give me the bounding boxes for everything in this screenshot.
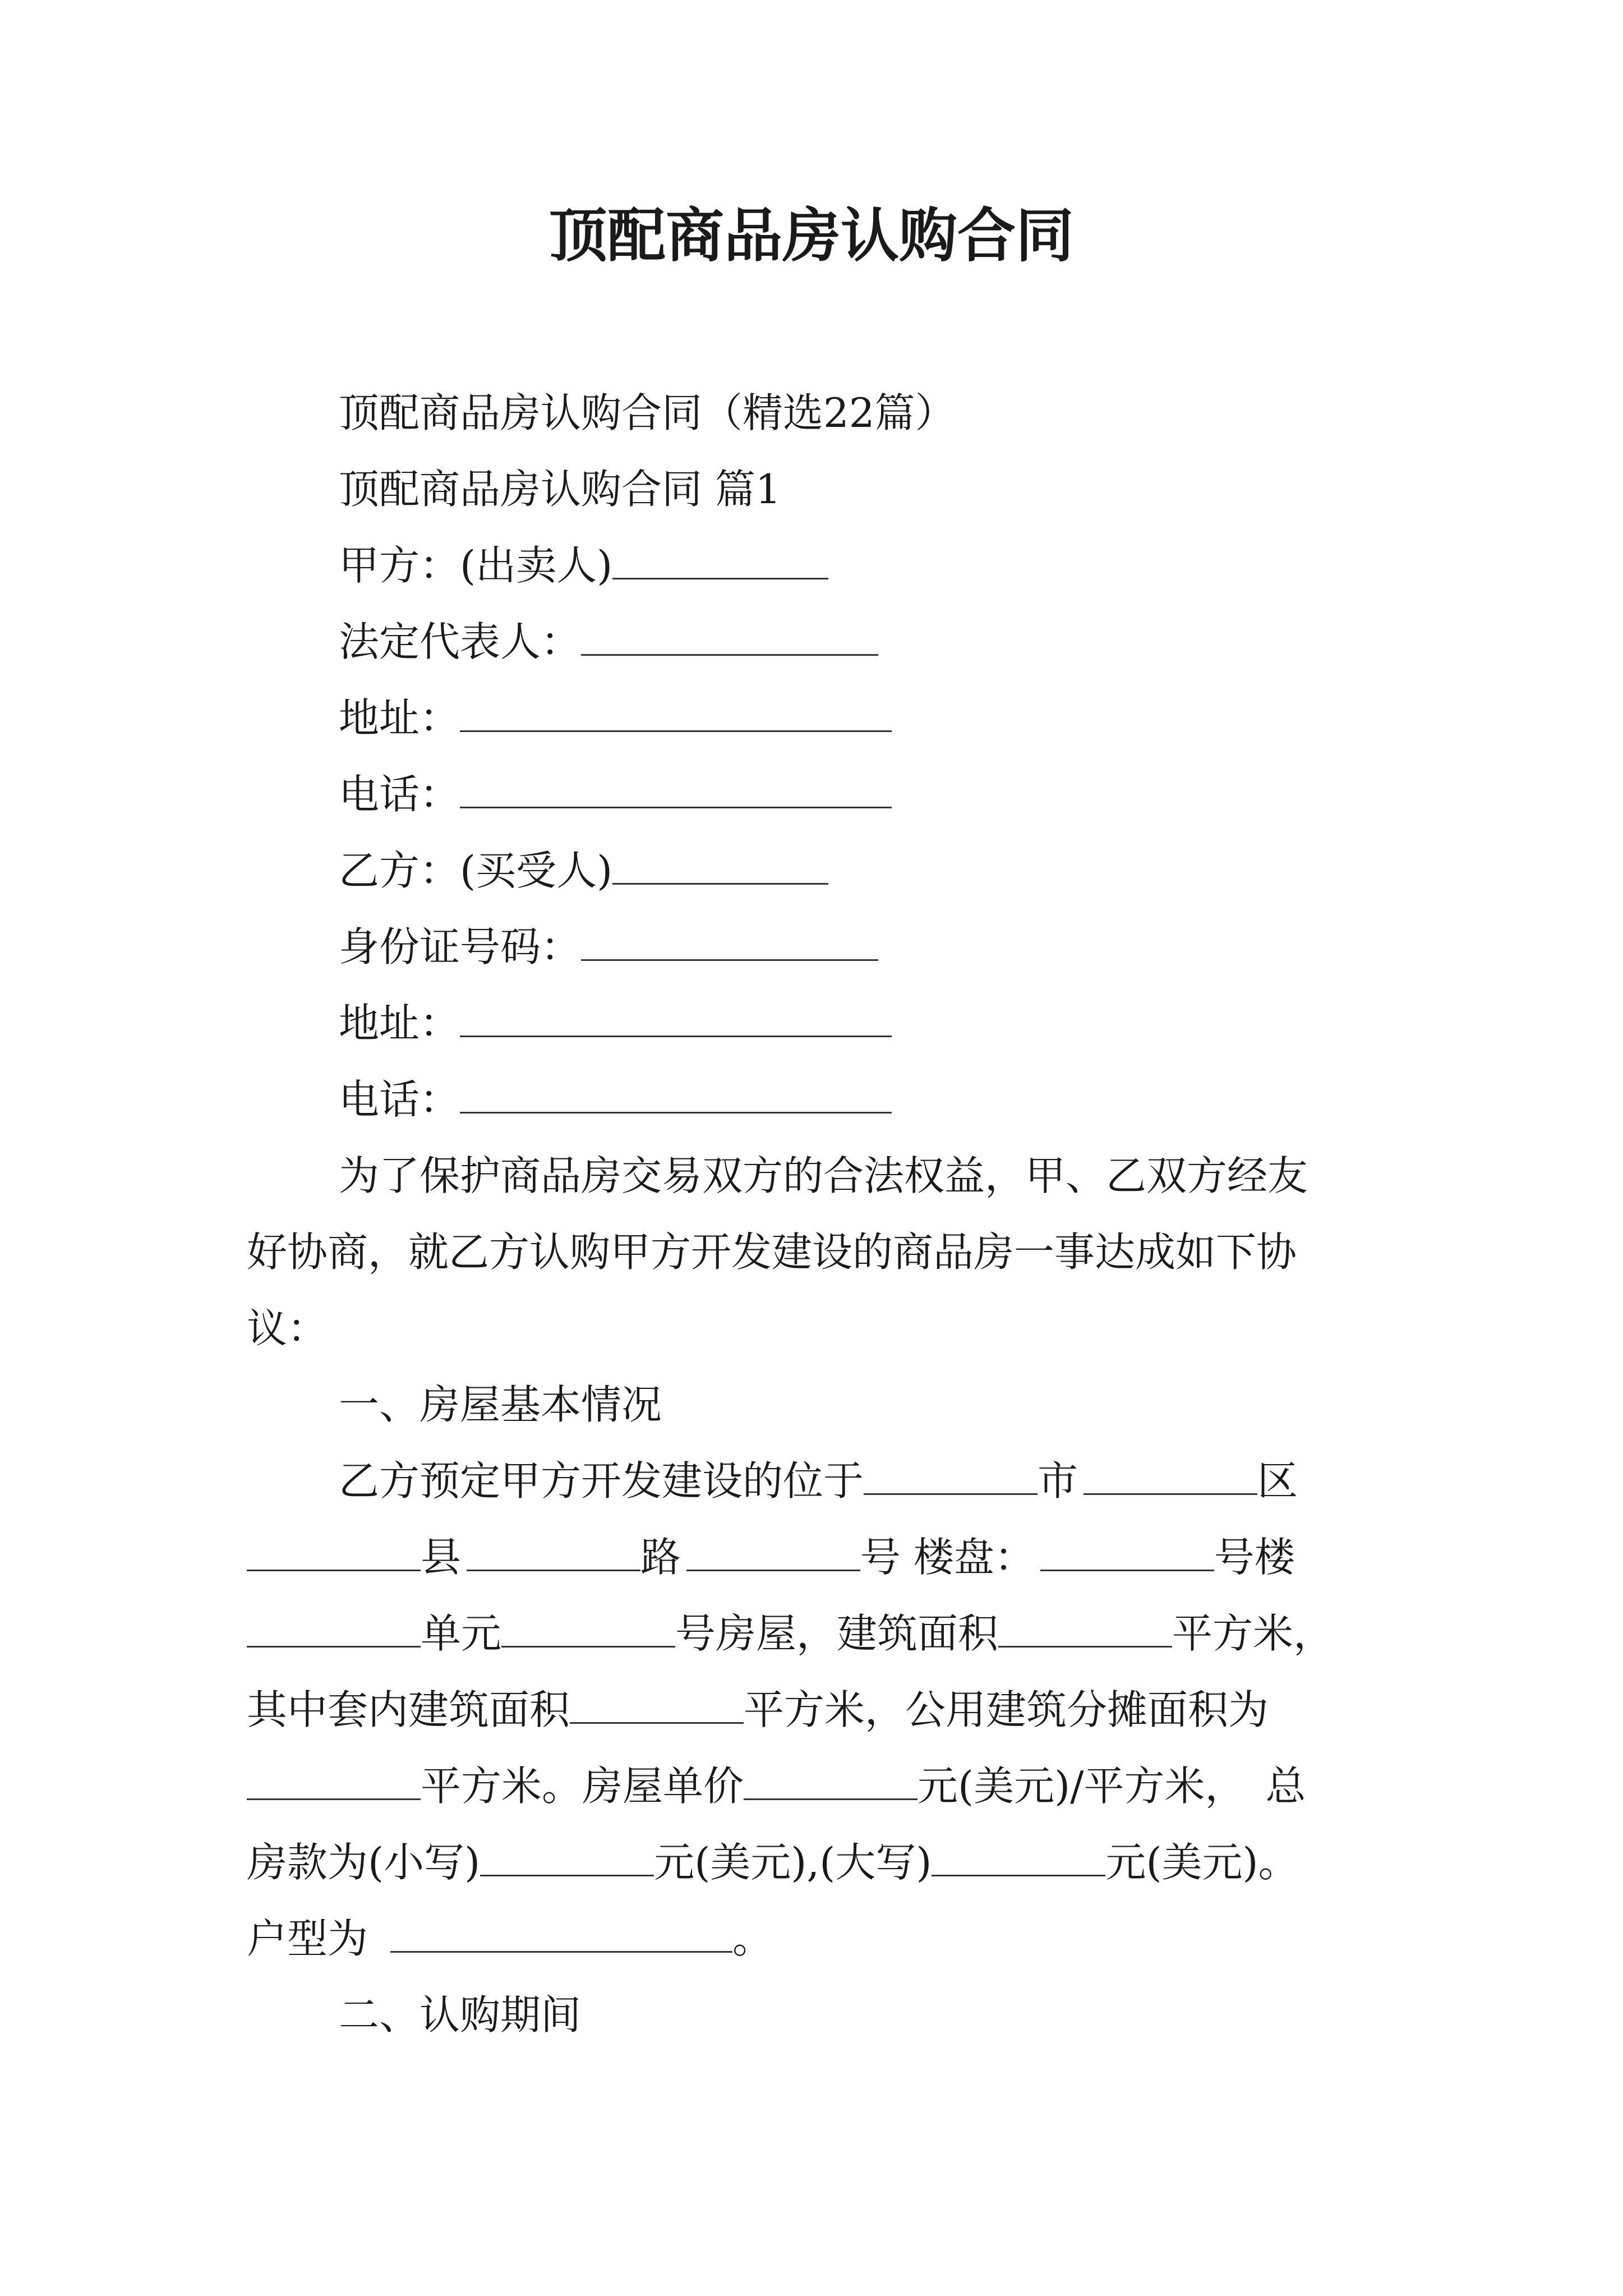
clause-text: 房款为(小写) xyxy=(247,1839,481,1886)
chapter-heading: 顶配商品房认购合同 篇1 xyxy=(339,466,781,513)
building-area-blank xyxy=(998,1610,1172,1648)
clause-text: 元(美元)。 xyxy=(1105,1839,1299,1886)
total-lower-blank xyxy=(480,1839,654,1876)
clause-line-4 xyxy=(247,1683,1269,1737)
total-upper-blank xyxy=(932,1839,1105,1876)
building-blank xyxy=(1040,1534,1214,1571)
clause-text: 乙方预定甲方开发建设的位于 xyxy=(339,1457,864,1504)
party-b-line xyxy=(339,844,828,898)
clause-line-3 xyxy=(247,1607,1334,1660)
phone-a-line xyxy=(339,767,892,821)
clause-text: 号房屋，建筑面积 xyxy=(675,1610,999,1657)
layout-blank xyxy=(390,1915,732,1953)
clause-text: 。 xyxy=(732,1915,773,1962)
address-a-blank xyxy=(460,694,892,732)
clause-text: 号楼 xyxy=(1214,1534,1295,1581)
phone-b-label: 电话： xyxy=(339,1076,460,1123)
clause-text: 户型为 xyxy=(247,1915,368,1962)
address-b-blank xyxy=(460,1000,892,1037)
id-number-line xyxy=(339,920,878,974)
party-b-label: 乙方：(买受人) xyxy=(339,847,613,894)
address-a-line xyxy=(339,691,892,745)
intro-line-1: 为了保护商品房交易双方的合法权益，甲、乙双方经友 xyxy=(339,1152,1308,1199)
phone-b-blank xyxy=(460,1076,892,1114)
inner-area-blank xyxy=(570,1686,744,1724)
phone-a-label: 电话： xyxy=(339,771,460,818)
party-b-blank xyxy=(612,847,828,885)
clause-text: 元(美元),(大写) xyxy=(654,1839,932,1886)
clause-text: 总 xyxy=(1265,1763,1306,1810)
intro-line-2: 好协商，就乙方认购甲方开发建设的商品房一事达成如下协 xyxy=(247,1228,1297,1276)
number-blank xyxy=(686,1534,860,1571)
party-a-line xyxy=(339,539,828,592)
clause-text: 号 楼盘： xyxy=(860,1534,1035,1581)
document-title: 顶配商品房认购合同 xyxy=(548,201,1074,270)
document-subtitle: 顶配商品房认购合同（精选22篇） xyxy=(339,389,956,436)
legal-rep-label: 法定代表人： xyxy=(339,618,582,665)
clause-text: 元(美元)/平方米， xyxy=(917,1763,1246,1810)
county-blank xyxy=(247,1534,421,1571)
road-blank xyxy=(467,1534,640,1571)
id-number-label: 身份证号码： xyxy=(339,923,582,970)
clause-text: 市 xyxy=(1038,1457,1078,1504)
legal-rep-line xyxy=(339,615,878,669)
city-blank xyxy=(864,1457,1038,1495)
shared-area-blank xyxy=(247,1763,421,1800)
id-number-blank xyxy=(581,923,878,961)
section-1-heading: 一、房屋基本情况 xyxy=(339,1381,662,1428)
phone-a-blank xyxy=(460,771,892,808)
party-a-label: 甲方：(出卖人) xyxy=(339,542,613,589)
clause-text: 县 xyxy=(421,1534,462,1581)
clause-line-1 xyxy=(339,1454,1298,1508)
clause-text: 区 xyxy=(1257,1457,1298,1504)
address-b-label: 地址： xyxy=(339,1000,460,1047)
clause-text: 路 xyxy=(640,1534,681,1581)
room-blank xyxy=(501,1610,675,1648)
clause-text: 平方米，公用建筑分摊面积为 xyxy=(744,1686,1269,1733)
legal-rep-blank xyxy=(581,618,878,656)
unit-blank xyxy=(247,1610,421,1648)
clause-text: 其中套内建筑面积 xyxy=(247,1686,570,1733)
clause-text: 单元 xyxy=(421,1610,502,1657)
section-2-heading: 二、认购期间 xyxy=(339,1991,582,2039)
clause-line-5 xyxy=(247,1759,1306,1813)
clause-line-6 xyxy=(247,1835,1299,1889)
party-a-blank xyxy=(612,542,828,579)
phone-b-line xyxy=(339,1073,892,1126)
intro-line-3: 议： xyxy=(247,1305,328,1352)
clause-text: 平方米。房屋单价 xyxy=(421,1763,744,1810)
clause-line-7 xyxy=(247,1912,773,1966)
address-b-line xyxy=(339,996,892,1050)
clause-text: 平方米， xyxy=(1172,1610,1334,1657)
district-blank xyxy=(1083,1457,1257,1495)
clause-line-2 xyxy=(247,1530,1295,1584)
unit-price-blank xyxy=(744,1763,917,1800)
address-a-label: 地址： xyxy=(339,694,460,742)
